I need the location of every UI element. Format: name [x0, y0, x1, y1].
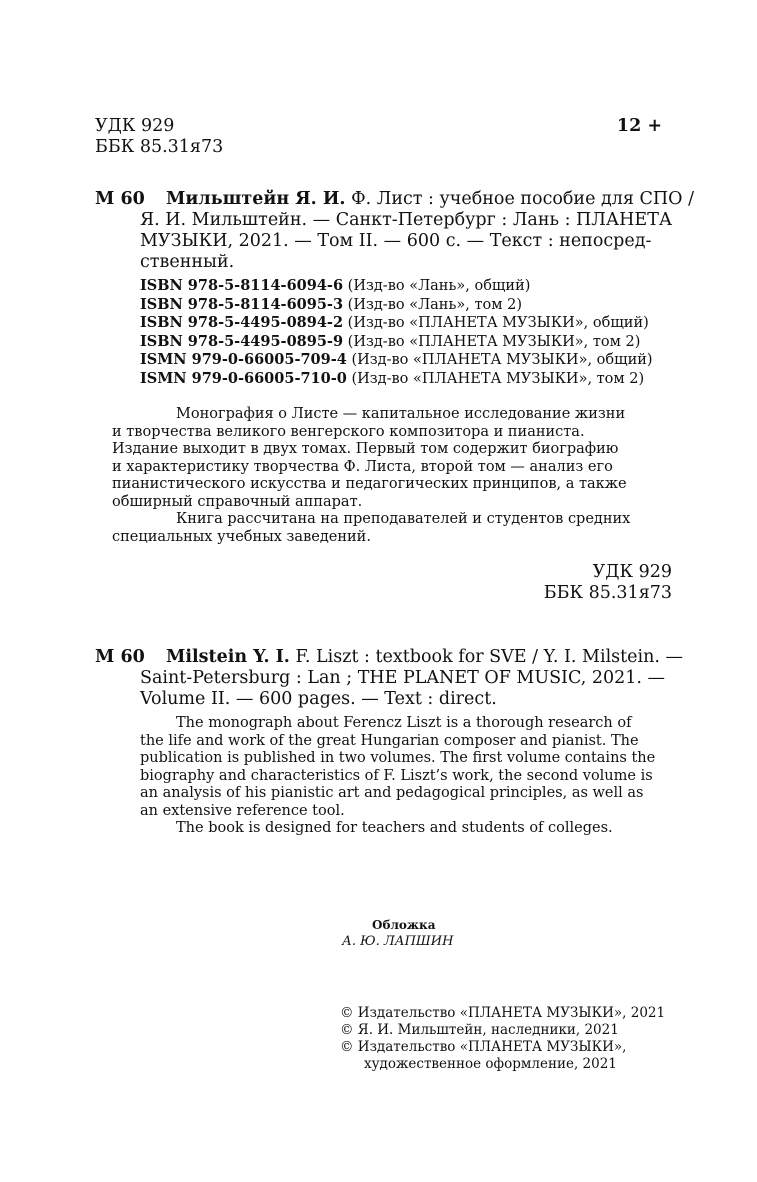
- en-annotation-line: an extensive reference tool.: [140, 802, 345, 819]
- ru-annotation-line: Издание выходит в двух томах. Первый том содержит биографию: [112, 441, 619, 457]
- udk-code: УДК 929: [95, 116, 175, 136]
- en-annotation-line: an analysis of his pianistic art and pedagogical principles, as well as: [140, 785, 644, 801]
- ru-entry-line-3: МУЗЫКИ, 2021. — Том II. — 600 с. — Текст : непосред-: [140, 231, 652, 251]
- ru-entry-title: Ф. Лист : учебное пособие для СПО /: [351, 189, 694, 209]
- en-entry-code: М 60: [95, 647, 145, 667]
- isbn-code: ISBN 978-5-4495-0895-9: [140, 332, 344, 350]
- isbn-note: (Изд-во «ПЛАНЕТА МУЗЫКИ», общий): [351, 352, 653, 368]
- cover-artist: А. Ю. ЛАПШИН: [342, 934, 454, 949]
- ru-entry-code: М 60: [95, 189, 145, 209]
- isbn-row: [140, 370, 653, 389]
- isbn-note: (Изд-во «Лань», общий): [347, 278, 531, 294]
- isbn-note: (Изд-во «ПЛАНЕТА МУЗЫКИ», том 2): [351, 370, 645, 387]
- en-entry-line-1: [166, 647, 683, 668]
- copyright-line: © Издательство «ПЛАНЕТА МУЗЫКИ»,: [340, 1039, 627, 1055]
- isbn-code: ISBN 978-5-8114-6094-6: [140, 277, 344, 294]
- copyright-line: © Издательство «ПЛАНЕТА МУЗЫКИ», 2021: [340, 1005, 666, 1021]
- cover-label: Обложка: [372, 918, 436, 932]
- ru-annotation-line: пианистического искусства и педагогических принципов, а также: [112, 476, 627, 492]
- en-entry-title: F. Liszt : textbook for SVE / Y. I. Milstein. —: [295, 647, 684, 667]
- ru-annotation-line: Книга рассчитана на преподавателей и студентов средних: [176, 511, 631, 527]
- age-rating: 12 +: [616, 116, 662, 136]
- en-annotation-line: The book is designed for teachers and students of colleges.: [176, 820, 613, 836]
- copyright-block: [340, 1005, 665, 1073]
- en-entry-line-3: Volume II. — 600 pages. — Text : direct.: [140, 689, 497, 709]
- isbn-row: [140, 277, 653, 296]
- isbn-row: [140, 333, 653, 352]
- ru-entry-author: Мильштейн Я. И.: [166, 189, 346, 209]
- en-annotation: [140, 715, 680, 838]
- isbn-code: ISBN 978-5-8114-6095-3: [140, 295, 344, 313]
- ru-entry-line-1: [166, 189, 694, 210]
- en-entry-line-2: Saint-Petersburg : Lan ; THE PLANET OF MUSIC, 2021. —: [140, 668, 666, 688]
- bbk-code: ББК 85.31я73: [95, 137, 224, 157]
- en-annotation-line: the life and work of the great Hungarian composer and pianist. The: [140, 732, 639, 749]
- copyright-line: © Я. И. Мильштейн, наследники, 2021: [340, 1022, 619, 1038]
- isbn-row: [140, 296, 653, 315]
- ru-annotation-line: специальных учебных заведений.: [112, 528, 371, 545]
- isbn-row: [140, 351, 653, 370]
- isbn-code: ISMN 979-0-66005-710-0: [140, 369, 347, 387]
- ru-annotation-line: и характеристику творчества Ф. Листа, второй том — анализ его: [112, 458, 613, 475]
- copyright-line: художественное оформление, 2021: [364, 1056, 617, 1072]
- isbn-list: [140, 277, 653, 388]
- ru-annotation: [112, 406, 672, 546]
- isbn-note: (Изд-во «ПЛАНЕТА МУЗЫКИ», общий): [347, 315, 649, 331]
- ru-annotation-line: и творчества великого венгерского композитора и пианиста.: [112, 423, 585, 440]
- isbn-note: (Изд-во «Лань», том 2): [347, 296, 522, 313]
- ru-annotation-line: обширный справочный аппарат.: [112, 493, 363, 510]
- isbn-code: ISMN 979-0-66005-709-4: [140, 351, 347, 368]
- en-annotation-line: biography and characteristics of F. Liszt’s work, the second volume is: [140, 767, 653, 784]
- ru-entry-line-4: ственный.: [140, 252, 235, 272]
- isbn-row: [140, 314, 653, 333]
- isbn-code: ISBN 978-5-4495-0894-2: [140, 314, 344, 331]
- en-annotation-line: The monograph about Ferencz Liszt is a thorough research of: [176, 715, 632, 731]
- ru-entry-line-2: Я. И. Мильштейн. — Санкт-Петербург : Лань : ПЛАНЕТА: [140, 210, 673, 230]
- en-entry-author: Milstein Y. I.: [166, 647, 290, 667]
- ru-footer-udk: УДК 929: [592, 562, 672, 582]
- isbn-note: (Изд-во «ПЛАНЕТА МУЗЫКИ», том 2): [347, 333, 641, 350]
- ru-annotation-line: Монография о Листе — капитальное исследование жизни: [176, 406, 626, 422]
- en-annotation-line: publication is published in two volumes. The first volume contains the: [140, 750, 656, 766]
- ru-footer-bbk: ББК 85.31я73: [543, 583, 672, 603]
